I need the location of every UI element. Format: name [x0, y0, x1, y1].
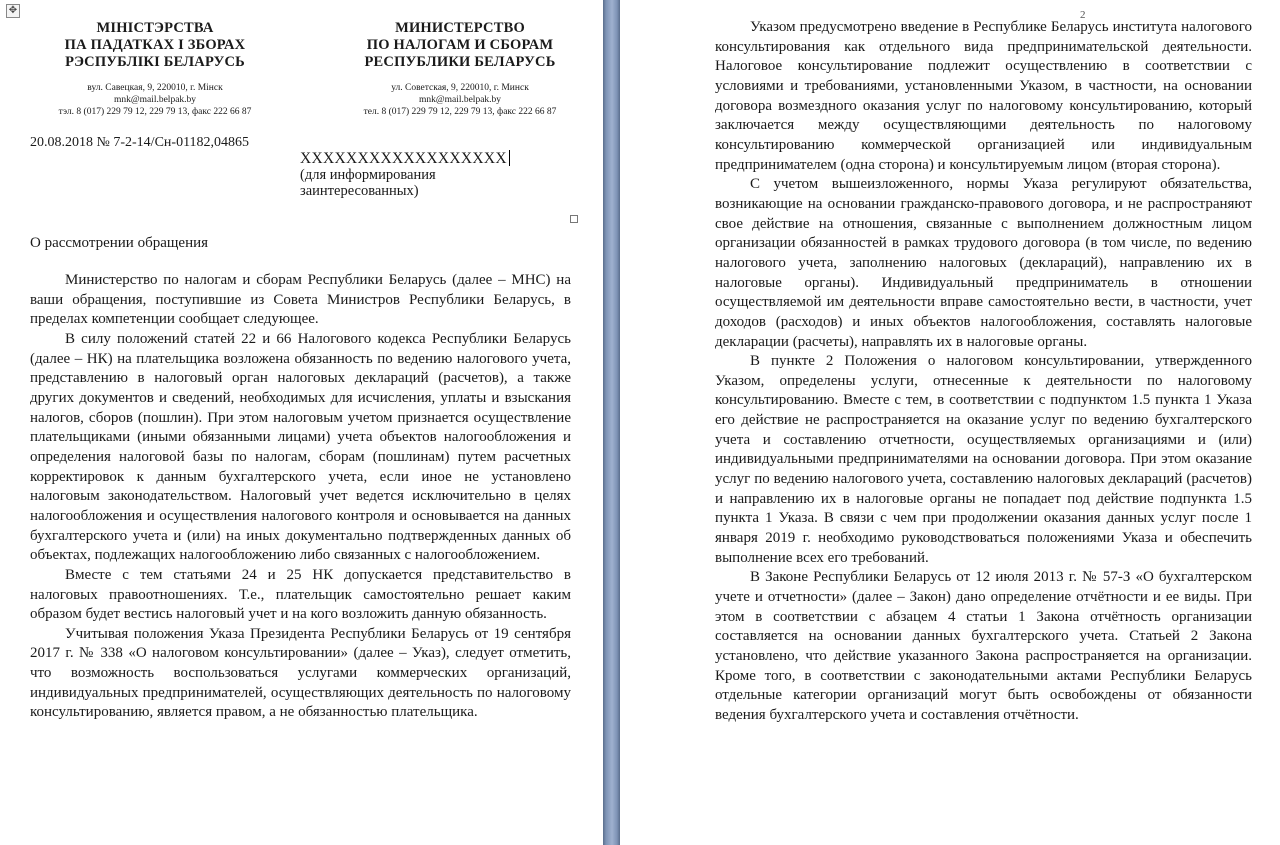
body-paragraph: Учитывая положения Указа Президента Республики Беларусь от 19 сентября 2017 г. № 338 «О налоговом консультировании» (далее – Указ), следует отметить, что возможность воспользоваться услугами коммерческих организаций, индивидуальных предпринимателей, осуществляющих деятельность по налоговому консультированию, является правом, а не обязанностью плательщика.	[30, 625, 571, 721]
org-name-line: ПО НАЛОГАМ И СБОРАМ	[366, 37, 554, 53]
phone-line: тел. 8 (017) 229 79 12, 229 79 13, факс 222 66 87	[363, 107, 557, 117]
recipient-block[interactable]	[300, 150, 510, 199]
recipient-note: заинтересованных)	[300, 183, 419, 199]
org-name-line: ПА ПАДАТКАХ І ЗБОРАХ	[64, 37, 246, 53]
body-paragraph: Указом предусмотрено введение в Республике Беларусь института налогового консультирования как отдельного вида предпринимательской деятельности. Налоговое консультирование подлежит осуществлению в соответствии с условиями и требованиями, установленными Указом, в частности, на основании договора возмездного оказания услуг по налоговому консультированию, который заключается между осуществляющими деятельность по налоговому консультированию коммерческой организацией или индивидуальным предпринимателем (одна сторона) и консультируемым лицом (вторая сторона).	[715, 19, 1252, 173]
body-paragraph: В Законе Республики Беларусь от 12 июля 2013 г. № 57-З «О бухгалтерском учете и отчетности» (далее – Закон) дано определение отчётности и ее виды. При этом в соответствии с абзацем 4 статьи 1 Закона отчётность организации составляется на основании данных бухгалтерского учета. Статьей 2 Закона установлено, что действие указанного Закона распространяется на организации. Кроме того, в соответствии с законодательными актами Республики Беларусь отдельные категории организаций могут быть освобождены от обязанности ведения бухгалтерского учета и составления отчётности.	[715, 569, 1252, 723]
table-move-handle-icon[interactable]: ✥	[6, 4, 20, 18]
document-page-1	[0, 0, 603, 845]
body-paragraph: Вместе с тем статьями 24 и 25 НК допускается представительство в налоговых правоотношениях. Т.е., плательщик самостоятельно решает каким образом будет вестись налоговый учет и на кого возложить данную обязанность.	[30, 566, 571, 623]
page-gutter	[603, 0, 620, 845]
registration-number: 20.08.2018 № 7-2-14/Сн-01182,04865	[30, 135, 250, 150]
letter-body	[30, 271, 571, 723]
letter-body	[715, 9, 1252, 726]
letterhead-belarusian	[40, 20, 270, 118]
phone-line: тэл. 8 (017) 229 79 12, 229 79 13, факс 222 66 87	[58, 107, 252, 117]
document-page-2	[620, 0, 1280, 845]
body-paragraph: В силу положений статей 22 и 66 Налогового кодекса Республики Беларусь (далее – НК) на плательщика возложена обязанность по ведению налогового учета, представлению в налоговый орган налоговых деклараций (расчетов), а также других документов и сведений, необходимых для исчисления, уплаты и взыскания налогов, сборов (пошлин). При этом налоговым учетом признается осуществление плательщиками (иными обязанными лицами) учета объектов налогообложения и определения налоговой базы по налогам, сборам (пошлинам) путем расчетных корректировок к данным бухгалтерского учета, если иное не установлено налоговым законодательством. Налоговый учет ведется исключительно в целях налогообложения и осуществления налогового контроля и основывается на данных бухгалтерского учета и (или) на иных документально подтвержденных данных об объектах, подлежащих налогообложению либо связанных с налогообложением.	[30, 330, 571, 564]
body-paragraph: Министерство по налогам и сборам Республики Беларусь (далее – МНС) на ваши обращения, поступившие из Совета Министров Республики Беларусь, в пределах компетенции сообщает следующее.	[30, 272, 571, 328]
body-paragraph: С учетом вышеизложенного, нормы Указа регулируют обязательства, возникающие на основании гражданско-правового договора, и не распространяют свое действие на отношения, связанные с выполнением должностным лицом организации обязанностей в рамках трудового договора (в том числе, по ведению налогового учета, заполнению налоговых (деклараций), направлению их в налоговые органы). Индивидуальный предприниматель в отношении осуществляемой им деятельности вправе самостоятельно вести, в частности, учет доходов (расходов) и иных объектов налогообложения, составлять налоговые декларации (расчеты), направлять их в налоговые органы.	[715, 176, 1252, 350]
email-line: mnk@mail.belpak.by	[113, 95, 197, 105]
org-name-line: МИНИСТЕРСТВО	[395, 20, 525, 36]
recipient-name[interactable]: XXXXXXXXXXXXXXXXXX	[300, 150, 510, 167]
org-address	[40, 82, 270, 118]
org-name-line: РЭСПУБЛІКІ БЕЛАРУСЬ	[65, 54, 245, 70]
letterhead-russian	[320, 20, 600, 118]
body-paragraph: В пункте 2 Положения о налоговом консультировании, утвержденного Указом, определены услуги, отнесенные к деятельности по налоговому консультированию. Вместе с тем, в соответствии с подпунктом 1.5 пункта 1 Указа его действие не распространяется на оказание услуг по ведению бухгалтерского учета и составлению отчетности, осуществляемых организациями и (или) индивидуальными предпринимателями на основании договора. При этом оказание услуг по ведению налогового учета, составлению налоговых деклараций (расчетов) и направлению их в налоговые органы не попадает под действие подпункта 1.5 пункта 1 Указа. В связи с чем при продолжении оказания данных услуг после 1 января 2019 г. необходимо руководствоваться положениями Указа и обеспечить выполнение всех его требований.	[715, 353, 1252, 566]
address-line: вул. Савецкая, 9, 220010, г. Мінск	[87, 83, 223, 93]
email-line: mnk@mail.belpak.by	[418, 95, 502, 105]
page-number: 2	[1080, 9, 1086, 21]
recipient-note: (для информирования	[300, 167, 436, 183]
letter-subject: О рассмотрении обращения	[30, 235, 209, 251]
org-address	[320, 82, 600, 118]
org-name-line: РЕСПУБЛИКИ БЕЛАРУСЬ	[364, 54, 556, 70]
org-name-line: МІНІСТЭРСТВА	[96, 20, 214, 36]
table-resize-handle-icon[interactable]	[570, 215, 578, 223]
address-line: ул. Советская, 9, 220010, г. Минск	[391, 83, 529, 93]
